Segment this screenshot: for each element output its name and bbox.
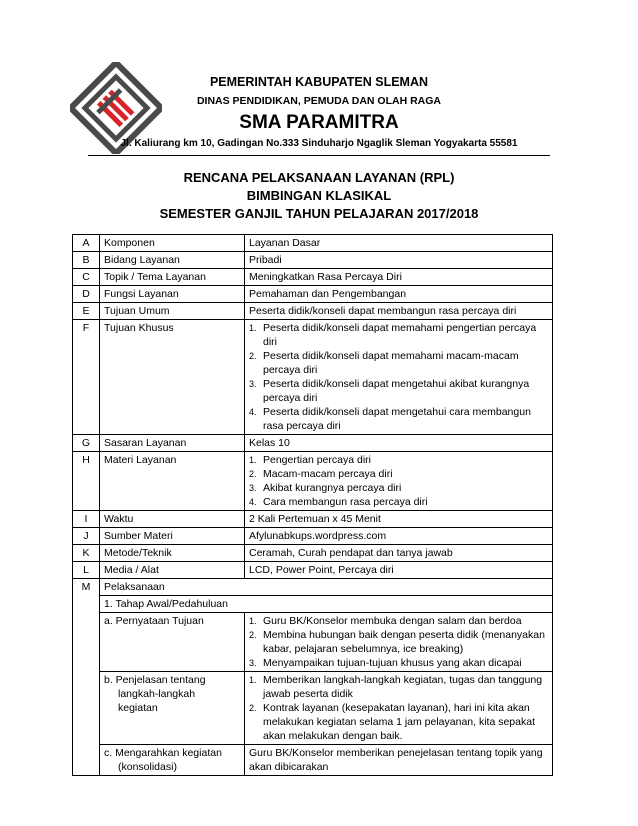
table-row — [73, 435, 553, 452]
row-code: E — [73, 303, 100, 320]
row-code: K — [73, 545, 100, 562]
row-value: Afylunabkups.wordpress.com — [245, 528, 553, 545]
document-subtitle: BIMBINGAN KLASIKAL — [246, 188, 392, 203]
list-item: 3. Peserta didik/konseli dapat mengetahui akibat kurangnya percaya diri — [249, 378, 530, 404]
row-code: L — [73, 562, 100, 579]
row-label: Media / Alat — [100, 562, 245, 579]
step-value — [245, 613, 553, 672]
list-item: 2. Membina hubungan baik dengan peserta didik (menanyakan kabar, pelajaran sebelumnya, ice breaking) — [249, 629, 545, 655]
list-item: 4. Peserta didik/konseli dapat mengetahui cara membangun rasa percaya diri — [249, 406, 531, 432]
header-divider — [88, 155, 550, 156]
list-item: 1. Guru BK/Konselor membuka dengan salam dan berdoa — [249, 615, 522, 627]
row-code: M — [73, 579, 100, 776]
list-item: 1. Peserta didik/konseli dapat memahami pengertian percaya diri — [249, 322, 537, 348]
step-a-list — [249, 614, 548, 670]
row-value: Layanan Dasar — [245, 235, 553, 252]
row-code: H — [73, 452, 100, 511]
table-row — [73, 596, 553, 613]
row-label: Sumber Materi — [100, 528, 245, 545]
table-row — [73, 235, 553, 252]
row-code: I — [73, 511, 100, 528]
table-row — [73, 286, 553, 303]
school-address: Jl. Kaliurang km 10, Gadingan No.333 Sinduharjo Ngaglik Sleman Yogyakarta 55581 — [120, 138, 518, 149]
step-b-list — [249, 673, 548, 743]
row-code: C — [73, 269, 100, 286]
row-label: Metode/Teknik — [100, 545, 245, 562]
table-row — [73, 672, 553, 745]
row-label: Topik / Tema Layanan — [100, 269, 245, 286]
material-list — [249, 453, 548, 509]
table-row — [73, 545, 553, 562]
table-row — [73, 320, 553, 435]
row-label: Pelaksanaan — [100, 579, 553, 596]
row-label: Waktu — [100, 511, 245, 528]
row-label: Komponen — [100, 235, 245, 252]
school-name: SMA PARAMITRA — [239, 112, 399, 133]
table-row — [73, 303, 553, 320]
row-value: Peserta didik/konseli dapat membangun rasa percaya diri — [245, 303, 553, 320]
table-row — [73, 269, 553, 286]
row-value — [245, 452, 553, 511]
department-name: DINAS PENDIDIKAN, PEMUDA DAN OLAH RAGA — [196, 95, 442, 107]
table-row — [73, 613, 553, 672]
government-name: PEMERINTAH KABUPATEN SLEMAN — [209, 75, 429, 89]
row-code: A — [73, 235, 100, 252]
document-title: RENCANA PELAKSANAAN LAYANAN (RPL) — [183, 170, 455, 185]
rpl-table — [72, 234, 553, 776]
table-row — [73, 528, 553, 545]
step-value — [245, 672, 553, 745]
list-item: 3. Akibat kurangnya percaya diri — [249, 482, 402, 494]
row-value: 2 Kali Pertemuan x 45 Menit — [245, 511, 553, 528]
row-label: Fungsi Layanan — [100, 286, 245, 303]
table-row — [73, 452, 553, 511]
list-item: 1. Pengertian percaya diri — [249, 454, 371, 466]
table-row — [73, 579, 553, 596]
row-code: F — [73, 320, 100, 435]
objective-list — [249, 321, 548, 433]
table-row — [73, 252, 553, 269]
table-row — [73, 562, 553, 579]
list-item: 1. Memberikan langkah-langkah kegiatan, tugas dan tanggung jawab peserta didik — [249, 674, 543, 700]
list-item: 3. Menyampaikan tujuan-tujuan khusus yang akan dicapai — [249, 657, 522, 669]
row-value: Kelas 10 — [245, 435, 553, 452]
table-row — [73, 745, 553, 776]
table-row — [73, 511, 553, 528]
list-item: 2. Kontrak layanan (kesepakatan layanan), hari ini kita akan melakukan kegiatan selama 1 jam pelayanan, kita sepakat akan melakukan dengan baik. — [249, 702, 535, 742]
row-value: Meningkatkan Rasa Percaya Diri — [245, 269, 553, 286]
list-item: 2. Peserta didik/konseli dapat memahami macam-macam percaya diri — [249, 350, 519, 376]
row-label: Tujuan Umum — [100, 303, 245, 320]
row-value: Pribadi — [245, 252, 553, 269]
row-value: Ceramah, Curah pendapat dan tanya jawab — [245, 545, 553, 562]
list-item: 4. Cara membangun rasa percaya diri — [249, 496, 428, 508]
stage-heading: 1. Tahap Awal/Pedahuluan — [100, 596, 553, 613]
row-label: Materi Layanan — [100, 452, 245, 511]
row-value — [245, 320, 553, 435]
row-code: J — [73, 528, 100, 545]
row-label: Sasaran Layanan — [100, 435, 245, 452]
row-value: Pemahaman dan Pengembangan — [245, 286, 553, 303]
step-label: b. Penjelasan tentang langkah-langkah kegiatan — [100, 672, 245, 745]
document-semester: SEMESTER GANJIL TAHUN PELAJARAN 2017/2018 — [159, 206, 479, 221]
row-value: LCD, Power Point, Percaya diri — [245, 562, 553, 579]
step-value: Guru BK/Konselor memberikan penejelasan tentang topik yang akan dibicarakan — [245, 745, 553, 776]
list-item: 2. Macam-macam percaya diri — [249, 468, 393, 480]
row-label: Bidang Layanan — [100, 252, 245, 269]
row-code: G — [73, 435, 100, 452]
step-label: a. Pernyataan Tujuan — [100, 613, 245, 672]
row-label: Tujuan Khusus — [100, 320, 245, 435]
row-code: D — [73, 286, 100, 303]
row-code: B — [73, 252, 100, 269]
step-label: c. Mengarahkan kegiatan (konsolidasi) — [100, 745, 245, 776]
